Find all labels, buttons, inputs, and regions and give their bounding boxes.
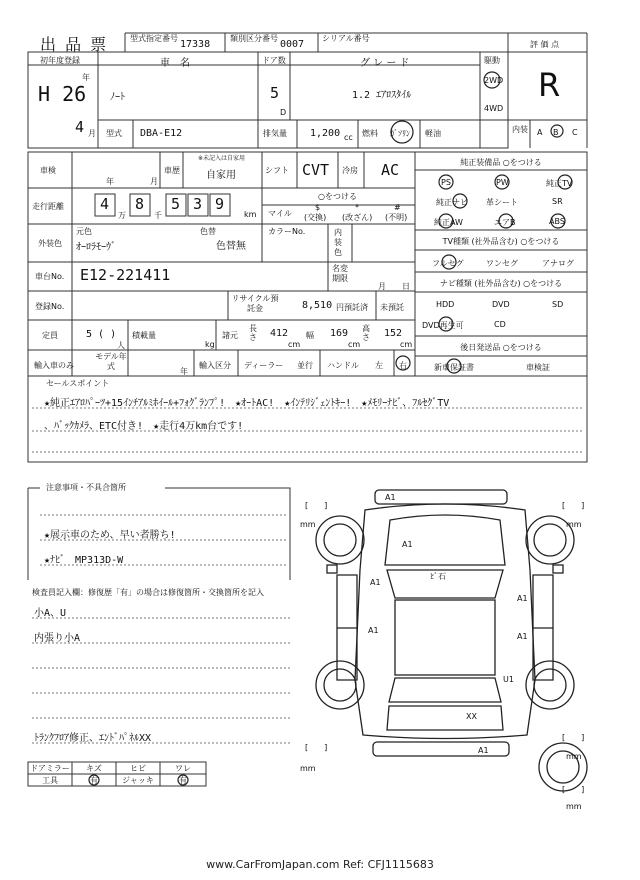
tire-spare-mm: mm: [566, 802, 582, 811]
docs-title: 後日発送品 ○をつける: [460, 343, 542, 352]
mileage-digit-1: 4: [100, 195, 110, 213]
notes-line-1: ★展示車のため、早い者勝ち!: [44, 530, 176, 541]
sales-label: セールスポイント: [46, 379, 110, 388]
inspection-label: 車検: [40, 166, 56, 175]
fuel-label: 燃料: [362, 129, 378, 138]
tv-title: TV種類 (社外品含む) ○をつける: [442, 237, 560, 246]
handle-label: ハンドル: [327, 361, 359, 370]
tire-rl-mm: mm: [300, 764, 316, 773]
chassis-label: 車台No.: [35, 272, 65, 281]
history-label: 車歴: [164, 166, 180, 175]
handle-right: 右: [399, 361, 407, 370]
model-no-label: 型式指定番号: [130, 34, 178, 43]
length-value: 412: [270, 328, 289, 339]
docs-record: 車検証: [526, 363, 550, 372]
equip-airbag: エアB: [494, 218, 516, 227]
color-change-value: 色替無: [216, 241, 246, 252]
recycle-value: 8,510: [302, 300, 333, 311]
dmg-rear-bumper: A1: [478, 746, 489, 755]
first-reg-era: H 26: [38, 82, 87, 106]
length-label: 長さ: [249, 324, 257, 342]
name-change-day: 日: [402, 282, 410, 291]
drive-4wd: 4WD: [484, 104, 504, 113]
docs-manual: 新車保証書: [434, 363, 474, 372]
type-label: 型式: [106, 129, 122, 138]
inspector-line-3: ﾄﾗﾝｸﾌﾛｱ修正、ｴﾝﾄﾞﾊﾟﾈﾙXX: [34, 733, 152, 744]
interior-color-label: 内装色: [334, 228, 342, 257]
dmg-hood: A1: [402, 540, 413, 549]
tools-jack-have: 有: [179, 776, 187, 785]
light-oil-label: 軽油: [425, 129, 441, 138]
tv-fullseg: フルセグ: [432, 259, 464, 268]
notes-line-2: ★ﾅﾋﾞ MP313D-W: [44, 555, 124, 566]
doors-value: 5: [270, 84, 280, 102]
equip-leather: 革シート: [486, 198, 518, 207]
sales-line-2: 、ﾊﾞｯｸｶﾒﾗ、ETC付き! ★走行4万km台です!: [44, 421, 244, 432]
tire-fr-mm: mm: [566, 520, 582, 529]
equip-sr: SR: [552, 197, 563, 206]
fuel-value: ｶﾞｿﾘﾝ: [390, 129, 410, 138]
dmg-right-rear: U1: [503, 675, 514, 684]
load-unit: kg: [205, 340, 215, 349]
history-value: 自家用: [206, 170, 236, 181]
dmg-right-1: A1: [517, 594, 528, 603]
handle-left: 左: [375, 361, 383, 370]
mileage-km: km: [244, 210, 257, 219]
tools-scratch: キズ: [86, 764, 102, 773]
chassis-value: E12-221411: [80, 266, 171, 284]
class-no-label: 類別区分番号: [230, 34, 278, 43]
width-label: 幅: [306, 331, 314, 340]
mileage-digit-2: 8: [135, 195, 145, 213]
tools-break: ワレ: [175, 764, 191, 773]
first-reg-month-suffix: 月: [88, 129, 96, 138]
inspection-month: 月: [150, 177, 158, 186]
equip-tv: 純正TV: [546, 179, 573, 188]
model-year-label: モデル年式: [95, 352, 127, 371]
color-label: 外装色: [38, 239, 62, 248]
grade-value: 1.2 ｴｱﾛｽﾀｲﾙ: [352, 90, 412, 101]
exchange-label: (交換): [304, 213, 327, 222]
cc-label: 排気量: [263, 129, 287, 138]
navi-hdd: HDD: [436, 300, 455, 309]
ac-value: AC: [381, 161, 400, 179]
unknown-label: (不明): [385, 213, 408, 222]
tv-oneseg: ワンセグ: [486, 259, 518, 268]
inspector-line-1: 小A、U: [34, 608, 67, 619]
dmg-right-2: A1: [517, 632, 528, 641]
car-name: ﾉｰﾄ: [110, 92, 125, 103]
tools-crack: ヒビ: [130, 764, 146, 773]
length-unit: cm: [288, 340, 301, 349]
drive-2wd: 2WD: [484, 76, 504, 85]
tire-rr-mm: mm: [566, 752, 582, 761]
navi-dvd-play: DVD再生可: [422, 321, 464, 330]
mile-label: マイル: [268, 209, 292, 218]
tools-jack: ジャッキ: [122, 776, 154, 785]
tire-spare-bracket: [ ]: [562, 785, 585, 794]
width-unit: cm: [348, 340, 361, 349]
cc-unit: cc: [344, 133, 353, 142]
import-label: 輸入車のみ: [34, 361, 74, 370]
interior-c: C: [572, 128, 578, 137]
mileage-man: 万: [118, 211, 126, 220]
tire-rl-bracket: [ ]: [305, 743, 328, 752]
tire-fr-bracket: [ ]: [562, 501, 585, 510]
dmg-trunk: XX: [466, 712, 477, 721]
first-reg-month: 4: [75, 118, 85, 136]
model-year-unit: 年: [180, 367, 188, 376]
tools-mirror: ドアミラー: [30, 764, 70, 773]
import-parallel: 並行: [297, 361, 313, 370]
unknown-symbol: #: [394, 203, 401, 212]
dmg-front-bumper: A1: [385, 493, 396, 502]
mileage-digit-4: 3: [193, 195, 203, 213]
equip-pw: PW: [496, 178, 509, 187]
color-no-label: カラーNo.: [268, 227, 306, 236]
cc-value: 1,200: [310, 128, 341, 139]
footer-reference: www.CarFromJapan.com Ref: CFJ1115683: [206, 858, 434, 871]
load-label: 積載量: [132, 331, 156, 340]
door-type: D: [280, 108, 287, 117]
navi-title: ナビ種類 (社外品含む) ○をつける: [439, 279, 563, 288]
eval-label: 評 価 点: [530, 40, 560, 49]
equip-navi: 純正ナビ: [436, 198, 468, 207]
mileage-digit-3: 5: [171, 195, 181, 213]
equip-ps: PS: [441, 178, 451, 187]
interior-label: 内装: [512, 125, 528, 134]
sheet-title: 出 品 票: [40, 35, 109, 54]
class-no-value: 0007: [280, 39, 305, 50]
capacity-label: 定員: [42, 331, 58, 340]
dmg-windshield: ﾋﾞ石: [430, 572, 446, 581]
type-value: DBA-E12: [140, 128, 183, 139]
exchange-symbol: $: [315, 203, 321, 212]
inspector-line-2: 内張り小A: [34, 633, 81, 644]
equip-abs: ABS: [549, 217, 565, 226]
orig-color-label: 元色: [76, 227, 92, 236]
ac-label: 冷房: [342, 166, 358, 175]
car-name-label: 車 名: [160, 58, 190, 69]
height-value: 152: [384, 328, 403, 339]
recycle-unpaid: 未預託: [380, 303, 404, 312]
navi-dvd: DVD: [492, 300, 510, 309]
serial-label: シリアル番号: [322, 34, 370, 43]
tire-rr-bracket: [ ]: [562, 733, 585, 742]
drive-label: 駆動: [484, 56, 500, 65]
tire-fl-bracket: [ ]: [305, 501, 328, 510]
dmg-left-2: A1: [368, 626, 379, 635]
first-reg-year-suffix: 年: [82, 73, 90, 82]
reg-no-label: 登録No.: [35, 302, 65, 311]
modified-label: (改ざん): [342, 213, 373, 222]
history-note: ※未記入は自家用: [198, 155, 246, 162]
interior-a: A: [537, 128, 543, 137]
equip-aw: 純正AW: [434, 218, 463, 227]
width-value: 169: [330, 328, 349, 339]
tv-analog: アナログ: [542, 259, 574, 268]
tire-fl-mm: mm: [300, 520, 316, 529]
tools-tools-have: 有: [90, 776, 98, 785]
height-label: 高さ: [362, 324, 370, 342]
recycle-unit: 円預託済: [336, 303, 368, 312]
capacity-unit: 人: [117, 341, 125, 350]
car-damage-diagram: [295, 480, 595, 810]
height-unit: cm: [400, 340, 413, 349]
equip-title: 純正装備品 ○をつける: [460, 158, 542, 167]
import-dealer: ディーラー: [244, 361, 284, 370]
notes-label: 注意事項・不具合箇所: [46, 483, 126, 492]
navi-sd: SD: [552, 300, 564, 309]
mileage-label: 走行距離: [32, 202, 64, 211]
capacity-value: 5 ( ): [86, 329, 117, 340]
dimensions-label: 諸元: [222, 331, 238, 340]
mileage-sen: 千: [154, 211, 162, 220]
grade-label: グ レ ー ド: [360, 58, 410, 69]
tools-tools: 工具: [42, 776, 58, 785]
model-no-value: 17338: [180, 39, 211, 50]
inspection-year: 年: [106, 177, 114, 186]
doors-label: ドア数: [262, 56, 286, 65]
sales-line-1: ★純正ｴｱﾛﾊﾟｰﾂ+15ｲﾝﾁｱﾙﾐﾎｲｰﾙ+ﾌｫｸﾞﾗﾝﾌﾟ! ★ｵｰﾄAC! ★ｲﾝﾃﾘｼﾞｪﾝﾄｷｰ! ★ﾒﾓﾘｰﾅﾋﾞ、ﾌﾙｾｸﾞTV: [44, 398, 450, 409]
shift-value: CVT: [302, 161, 330, 179]
name-change-label: 名変期限: [332, 264, 348, 283]
name-change-month: 月: [378, 282, 386, 291]
dmg-left-1: A1: [370, 578, 381, 587]
shift-label: シフト: [265, 166, 289, 175]
interior-b: B: [553, 128, 559, 137]
eval-score: R: [538, 66, 561, 104]
navi-cd: CD: [494, 320, 506, 329]
import-type-label: 輸入区分: [199, 361, 231, 370]
modified-symbol: *: [355, 203, 359, 212]
mileage-digit-5: 9: [215, 195, 225, 213]
color-change-label: 色替: [200, 227, 216, 236]
first-reg-label: 初年度登録: [40, 56, 80, 65]
recycle-label: リサイクル預託金: [231, 294, 279, 313]
orig-color-value: ｵｰﾛﾗﾓｰｳﾞ: [76, 242, 116, 253]
circle-note: ○をつける: [318, 192, 357, 201]
inspector-label: 検査員記入欄：修復歴「有」の場合は修復箇所・交換箇所を記入: [32, 588, 264, 597]
